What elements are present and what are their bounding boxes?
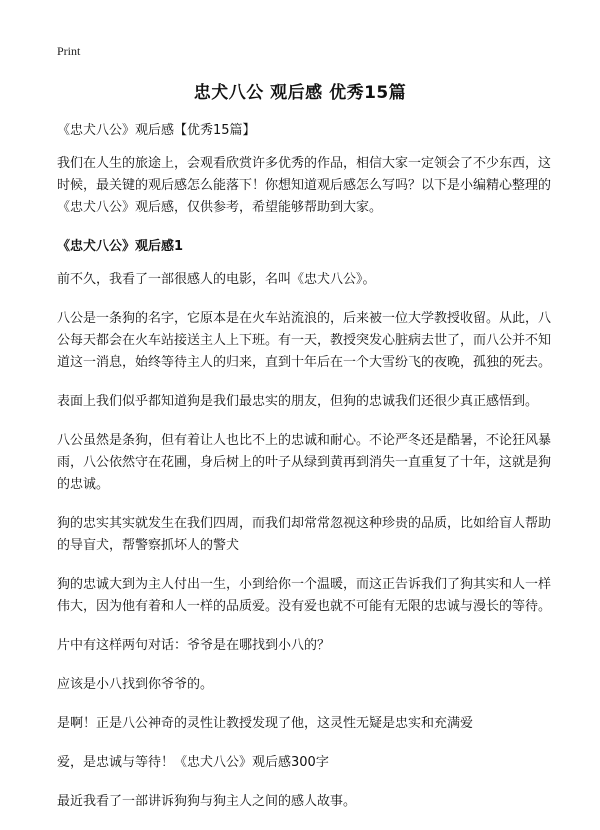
paragraph-6: 狗的忠诚大到为主人付出一生，小到给你一个温暖，而这正告诉我们了狗其实和人一样伟大，因为他有着和人一样的品质爱。没有爱也就不可能有无限的忠诚与漫长的等待。 — [57, 577, 552, 614]
intro-paragraph: 我们在人生的旅途上，会观看欣赏许多优秀的作品，相信大家一定领会了不少东西，这时候，最关键的观后感怎么能落下！你想知道观后感怎么写吗？以下是小编精心整理的《忠犬八公》观后感，仅供参考，希望能够帮助到大家。 — [57, 156, 552, 215]
paragraph-8: 应该是小八找到你爷爷的。 — [57, 677, 214, 692]
paragraph-3: 表面上我们似乎都知道狗是我们最忠实的朋友，但狗的忠诚我们还很少真正感悟到。 — [57, 394, 539, 409]
paragraph-4: 八公虽然是条狗，但有着让人也比不上的忠诚和耐心。不论严冬还是酷暑，不论狂风暴雨，八公依然守在花圃，身后树上的叶子从绿到黄再到消失一直重复了十年，这就是狗的忠诚。 — [57, 433, 552, 492]
document-body — [57, 120, 555, 830]
paragraph-9: 是啊！正是八公神奇的灵性让教授发现了他，这灵性无疑是忠实和充满爱 — [57, 716, 474, 731]
paragraph-2: 八公是一条狗的名字，它原本是在火车站流浪的，后来被一位大学教授收留。从此，八公每天都会在火车站接送主人上下班。有一天，教授突发心脏病去世了，而八公并不知道这一消息，始终等待主人的归来，直到十年后在一个大雪纷飞的夜晚，孤独的死去。 — [57, 311, 552, 370]
paragraph-1: 前不久，我看了一部很感人的电影，名叫《忠犬八公》。 — [57, 272, 376, 287]
document-subtitle: 《忠犬八公》观后感【优秀15篇】 — [57, 123, 256, 138]
document-title: 忠犬八公 观后感 优秀15篇 — [193, 83, 407, 103]
paragraph-10: 爱，是忠诚与等待！《忠犬八公》观后感300字 — [57, 755, 329, 770]
paragraph-5: 狗的忠实其实就发生在我们四周，而我们却常常忽视这种珍贵的品质，比如给盲人帮助的导盲犬，帮警察抓坏人的警犬 — [57, 516, 552, 553]
paragraph-7: 片中有这样两句对话：爷爷是在哪找到小八的？ — [57, 638, 331, 653]
print-link[interactable]: Print — [57, 44, 81, 58]
section-heading: 《忠犬八公》观后感1 — [57, 239, 184, 254]
paragraph-11: 最近我看了一部讲诉狗狗与狗主人之间的感人故事。 — [57, 794, 357, 809]
